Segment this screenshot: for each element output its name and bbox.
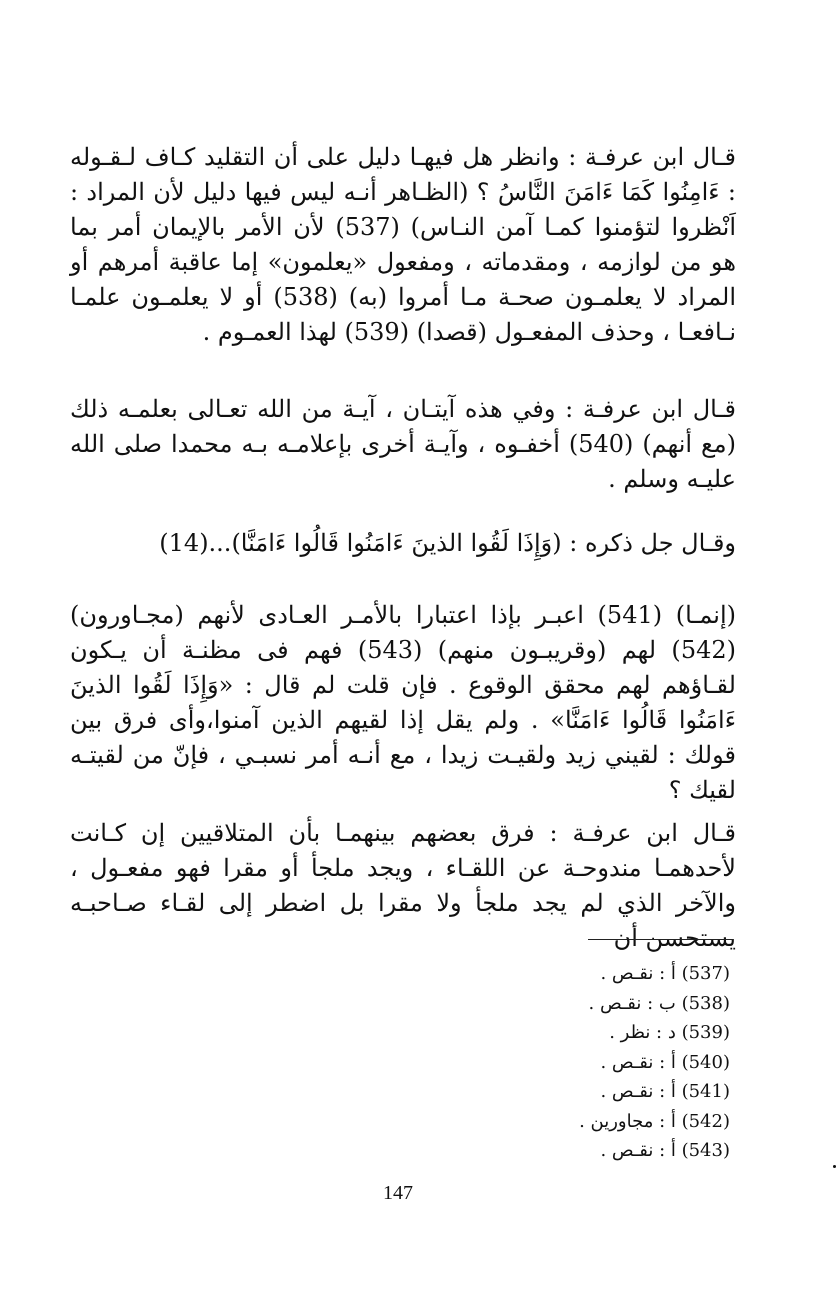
paragraph-commentary-idha [70, 598, 736, 808]
paragraph-text: قـال ابن عرفـة : وانظر هل فيهـا دليل على أن التقليد كـاف لـقـوله : ءَامِنُوا كَمَا ءَامَنَ النَّاسُ ؟ (الظـاهر أنـه ليس فيها دليل لأن المراد : اَنْظروا لتؤمنوا كمـا آمن النـاس) (537) لأن الأمر بالإيمان أمر بما هو من لوازمه ، ومقدماته ، ومفعول «يعلمون» إما عاقبة أمرهم أو المراد لا يعلمـون صحـة مـا أمروا (به) (538) أو لا يعلمـون علمـا نـافعـا ، وحذف المفعـول (قصدا) (539) لهذا العمـوم . [70, 143, 737, 346]
paragraph-ibn-arafa-distinction [70, 816, 736, 956]
scan-speck [833, 1165, 836, 1168]
paragraph-two-signs [70, 392, 736, 497]
footnote-separator [588, 939, 733, 940]
footnote-541: (541) أ : نقـص . [600, 1081, 730, 1102]
footnote-543: (543) أ : نقـص . [600, 1140, 730, 1161]
paragraph-text: قـال ابن عرفـة : وفي هذه آيتـان ، آيـة من الله تعـالى بعلمـه ذلك (مع أنهم) (540) أخفـوه ، وآيـة أخرى بإعلامـه بـه محمدا صلى الله عليـه وسلم . [70, 395, 737, 493]
paragraph-text: (إنمـا) (541) اعبـر بإذا اعتبارا بالأمـر العـادى لأنهم (مجـاورون) (542) لهم (وقريبـون منهم) (543) فهم فى مظنـة أن يـكون لقـاؤهم لهم محقق الوقوع . فإن قلت لم قال : «وَإِذَا لَقُوا الذينَ ءَامَنُوا قَالُوا ءَامَنَّا» . ولم يقل إذا لقيهم الذين آمنوا،وأى فرق بين قولك : لقيني زيد ولقيـت زيدا ، مع أنـه أمر نسبـي ، فإنّ من لقيتـه لقيك ؟ [70, 601, 736, 804]
footnote-537: (537) أ : نقـص . [600, 963, 730, 984]
footnotes [500, 959, 730, 1166]
footnote-542: (542) أ : مجاورين . [579, 1110, 730, 1132]
paragraph-ibn-arafa-taqlid [70, 140, 736, 350]
page-number: 147 [383, 1182, 413, 1204]
paragraph-text: وقـال جل ذكره : (وَإِذَا لَقُوا الذينَ ءَامَنُوا قَالُوا ءَامَنَّا)...(14) [159, 529, 736, 557]
paragraph-verse-quote [70, 526, 736, 561]
footnote-540: (540) أ : نقـص . [600, 1051, 730, 1073]
paragraph-text: قـال ابن عرفـة : فرق بعضهم بينهمـا بأن المتلاقيين إن كـانت لأحدهمـا مندوحـة عن اللقـاء ، ويجد ملجأ أو مقرا فهو مفعـول ، والآخر الذي لم يجد ملجأ ولا مقرا بل اضطر إلى لقـاء صـاحبـه يستحسن أن [70, 819, 736, 952]
footnote-538: (538) ب : نقـص . [588, 992, 730, 1014]
footnote-539: (539) د : نظر . [609, 1022, 730, 1043]
